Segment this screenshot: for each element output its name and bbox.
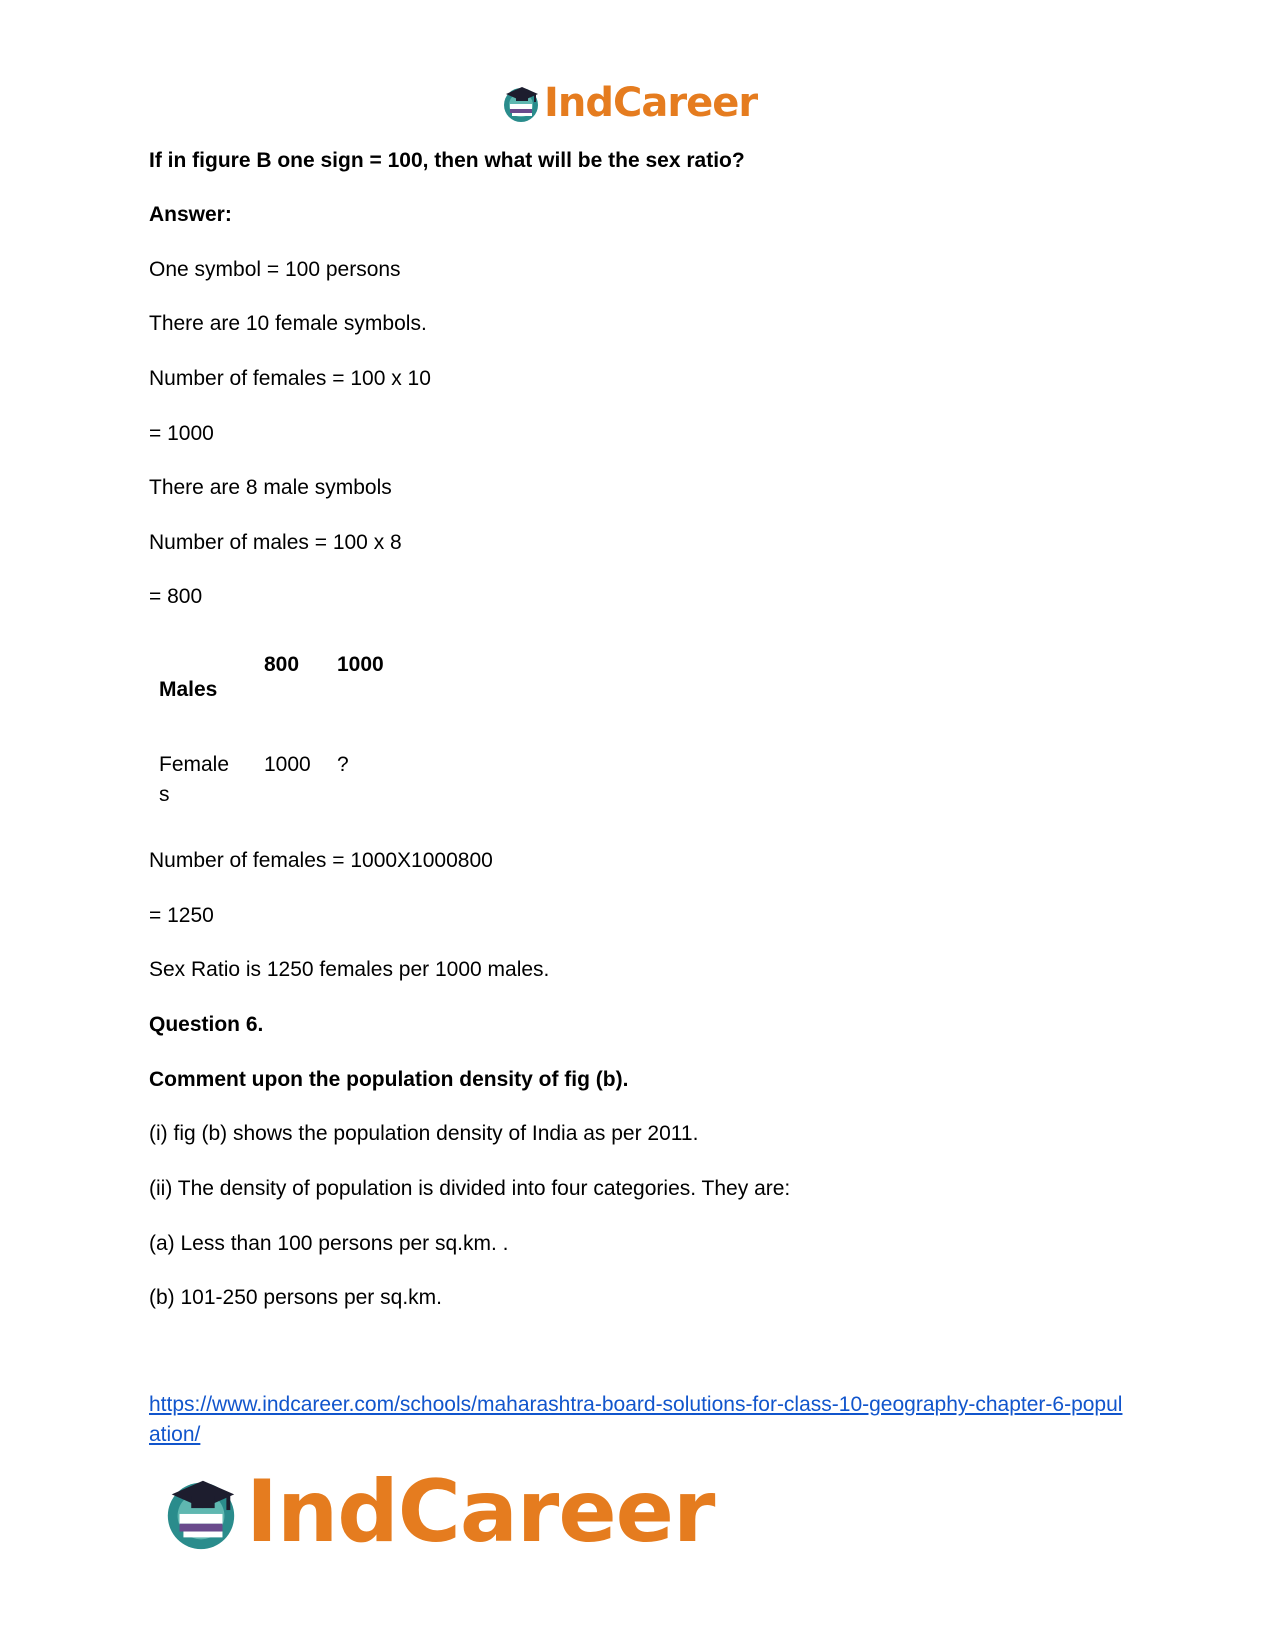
answer-line: = 800 xyxy=(149,585,203,608)
table-row-label: Female xyxy=(159,753,230,776)
table-row-label: s xyxy=(159,783,170,806)
answer-line: Number of males = 100 x 8 xyxy=(149,531,402,554)
brand-name: IndCareer xyxy=(246,1462,715,1562)
question-text: Comment upon the population density of fig (b). xyxy=(149,1068,629,1091)
source-link[interactable]: https://www.indcareer.com/schools/maharashtra-board-solutions-for-class-10-geography-chapter-6-population/ xyxy=(149,1393,1123,1446)
answer-point: (b) 101-250 persons per sq.km. xyxy=(149,1286,442,1309)
table-cell: 1000 xyxy=(337,653,384,676)
calc-line: Number of females = 1000X1000800 xyxy=(149,849,493,872)
answer-heading: Answer: xyxy=(149,203,232,226)
graduation-globe-icon xyxy=(500,82,542,124)
answer-point: (i) fig (b) shows the population density of India as per 2011. xyxy=(149,1122,699,1145)
answer-line: = 1000 xyxy=(149,422,214,445)
answer-line: Number of females = 100 x 10 xyxy=(149,367,431,390)
question-text: If in figure B one sign = 100, then what will be the sex ratio? xyxy=(149,149,745,172)
header-logo xyxy=(500,80,757,126)
footer-logo xyxy=(160,1462,714,1562)
table-cell: 800 xyxy=(264,653,300,676)
table-cell: ? xyxy=(337,753,349,776)
brand-name: IndCareer xyxy=(544,80,758,126)
table-row-label: Males xyxy=(159,678,218,701)
question-number: Question 6. xyxy=(149,1013,264,1036)
answer-line: One symbol = 100 persons xyxy=(149,258,401,281)
calc-line: = 1250 xyxy=(149,904,214,927)
calc-line: Sex Ratio is 1250 females per 1000 males. xyxy=(149,958,550,981)
graduation-globe-icon xyxy=(160,1471,242,1553)
table-cell: 1000 xyxy=(264,753,311,776)
answer-line: There are 10 female symbols. xyxy=(149,312,427,335)
answer-point: (a) Less than 100 persons per sq.km. . xyxy=(149,1232,509,1255)
answer-line: There are 8 male symbols xyxy=(149,476,392,499)
answer-point: (ii) The density of population is divided into four categories. They are: xyxy=(149,1177,791,1200)
